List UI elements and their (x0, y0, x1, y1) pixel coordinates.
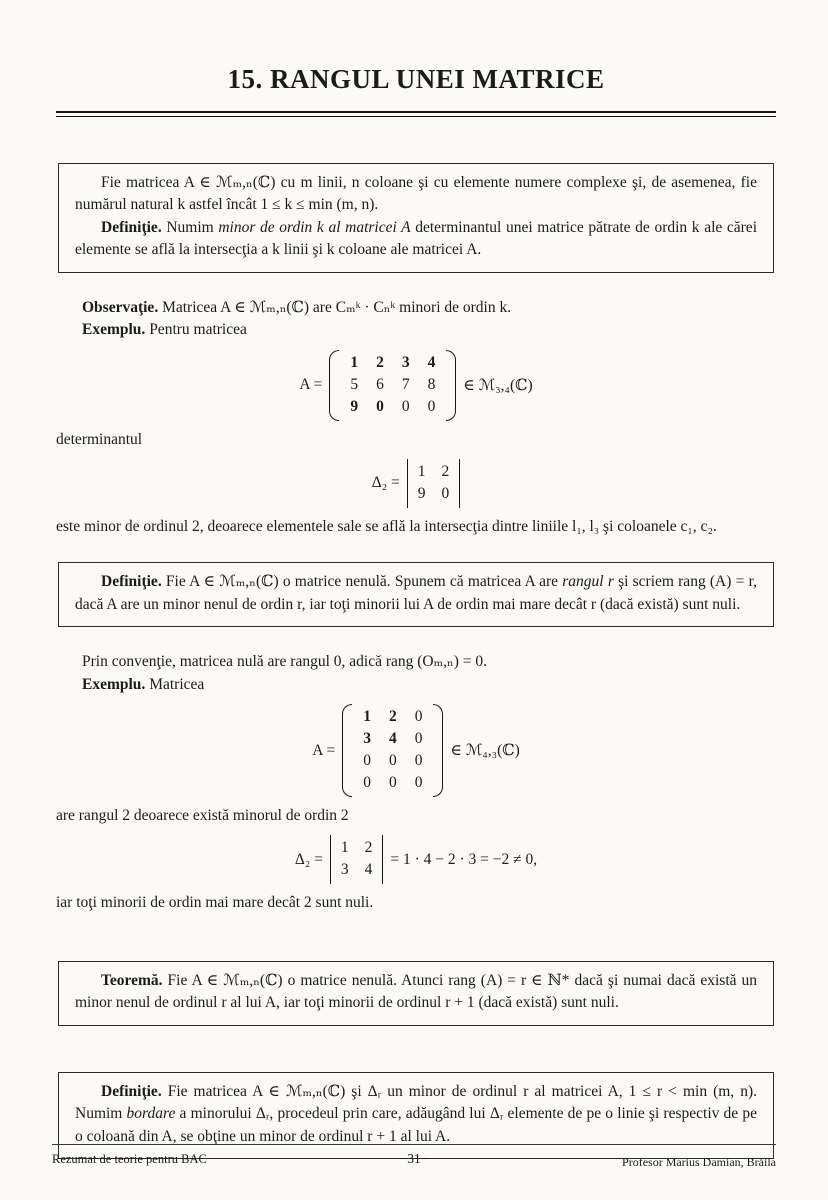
theorem-box (58, 961, 774, 1026)
example-text: Pentru matricea (145, 321, 247, 339)
definition-text-a: Fie matricea A ∈ ℳₘ,ₙ(ℂ) şi Δᵣ un minor de ordinul r al matricei A, 1 ≤ r < min (m, n). Numim (75, 1082, 757, 1123)
determinant-2 (330, 835, 384, 884)
definition-lead: Definiţie. (101, 1082, 162, 1100)
matrix-cell: 0 (376, 397, 384, 415)
det-cell: 2 (441, 463, 450, 481)
paragraph-minor-explanation: este minor de ordinul 2, deoarece elementele sale se află la intersecţia dintre liniile l₁, l₃ şi coloanele c₁, c₂. (56, 517, 717, 535)
paragraph-observation (56, 297, 776, 319)
footer-right-text: Profesor Marius Damian, Brăila (622, 1155, 776, 1169)
definition-text-a: Fie A ∈ ℳₘ,ₙ(ℂ) o matrice nenulă. Spunem că matricea A are (161, 573, 563, 591)
matrix-paren-right (433, 704, 443, 797)
definition-text-b: determinantul unei matrice pătrate de ordin k ale cărei elemente se află la intersecţia a k linii şi k coloane ale matricei A. (75, 218, 757, 259)
matrix-cell: 7 (401, 375, 410, 393)
matrix-cell: 2 (388, 708, 397, 726)
matrix-cell: 0 (363, 752, 371, 770)
det-cell: 3 (340, 861, 349, 879)
matrix-cell: 0 (401, 397, 410, 415)
paragraph-definition-bordare (75, 1081, 757, 1148)
math-display-det-1 (56, 459, 776, 508)
matrix-cell: 3 (363, 730, 371, 748)
det-cell: 0 (441, 484, 450, 502)
footer-left-text: Rezumat de teorie pentru BAC (52, 1152, 207, 1166)
math-display-matrix-a1 (56, 350, 776, 421)
example-text: Matricea (145, 675, 205, 693)
matrix-cell: 1 (363, 708, 371, 726)
matrix-rhs: ∈ ℳ₃,₄(ℂ) (463, 376, 533, 394)
spacer (56, 273, 776, 297)
paragraph-convention: Prin convenţie, matricea nulă are rangul 0, adică rang (Oₘ,ₙ) = 0. (82, 653, 487, 671)
matrix-cell: 0 (388, 752, 397, 770)
spacer (56, 627, 776, 651)
matrix-paren-left (329, 350, 339, 421)
paragraph-text: Fie matricea A ∈ ℳₘ,ₙ(ℂ) cu m linii, n coloane şi cu elemente numere complexe şi, de asemenea, fie numărul natural k astfel încât 1 ≤ k ≤ min (m, n). (75, 174, 757, 214)
det-cell: 1 (417, 463, 426, 481)
example-lead: Exemplu. (82, 321, 146, 339)
det-cell: 1 (340, 839, 349, 857)
spacer (56, 915, 776, 961)
page-title: 15. RANGUL UNEI MATRICE (227, 64, 605, 94)
paragraph-rank-2: are rangul 2 deoarece există minorul de ordin 2 (56, 806, 349, 824)
paragraph-theorem (75, 970, 757, 1015)
definition-emphasis: bordare (126, 1105, 176, 1123)
definition-emphasis: minor de ordin k al matricei A (218, 218, 411, 236)
spacer (56, 1026, 776, 1072)
math-display-det-2 (56, 835, 776, 884)
matrix-paren-right (446, 350, 456, 421)
theorem-text: Fie A ∈ ℳₘ,ₙ(ℂ) o matrice nenulă. Atunci rang (A) = r ∈ ℕ* dacă şi numai dacă există un minor nenul de ordinul r al lui A, iar toţi minorii de ordinul r + 1 (dacă există) sunt nuli. (75, 971, 757, 1012)
example-lead: Exemplu. (82, 675, 146, 693)
matrix-cell: 2 (376, 353, 384, 371)
theorem-lead: Teoremă. (101, 971, 163, 989)
matrix-a2 (359, 704, 426, 797)
det-cell: 9 (417, 484, 426, 502)
definition-text-b: şi scriem rang (A) = r, dacă A are un minor nenul de ordin r, iar toţi minorii lui A de ordin mai mare decât r (dacă există) sunt nuli. (75, 573, 757, 613)
definition-emphasis: rangul r (562, 573, 614, 591)
matrix-cell: 0 (363, 774, 371, 791)
paragraph-determinant-label: determinantul (56, 430, 143, 448)
matrix-cell: 4 (388, 730, 397, 748)
definition-text-b: a minorului Δᵣ, procedeul prin care, adăugând lui Δᵣ elemente de pe o linie şi respectiv de pe o coloană din A, se obţine un minor de ordinul r + 1 al lui A. (75, 1105, 757, 1145)
matrix-cell: 6 (376, 375, 384, 393)
matrix-a1 (346, 350, 439, 421)
definition-box-rank (58, 562, 774, 627)
footer-page-number: −31− (399, 1151, 429, 1166)
matrix-cell: 9 (350, 397, 359, 415)
det-rhs: = 1 · 4 − 2 · 3 = −2 ≠ 0, (390, 850, 538, 868)
matrix-lhs: A = (312, 741, 336, 759)
definition-lead: Definiţie. (101, 218, 162, 236)
page-footer (52, 1144, 776, 1170)
det-cell: 2 (364, 839, 373, 857)
matrix-cell: 0 (414, 752, 423, 770)
matrix-cell: 0 (427, 397, 436, 415)
matrix-rhs: ∈ ℳ₄,₃(ℂ) (450, 742, 520, 760)
paragraph-intro (75, 172, 757, 217)
definition-text-a: Numim (161, 218, 219, 236)
paragraph-example-2 (56, 674, 776, 696)
matrix-cell: 0 (414, 730, 423, 748)
det-lhs: Δ₂ = (294, 850, 323, 868)
footer-row (52, 1152, 776, 1170)
matrix-cell: 1 (350, 353, 359, 371)
matrix-cell: 0 (388, 774, 397, 791)
math-display-matrix-a2 (56, 704, 776, 797)
definition-box-minor (58, 163, 774, 273)
spacer (56, 117, 776, 163)
paragraph-definition-rank (75, 571, 757, 616)
matrix-cell: 3 (401, 353, 410, 371)
matrix-cell: 4 (427, 353, 436, 371)
det-cell: 4 (364, 861, 373, 879)
paragraph-definition-minor (75, 217, 757, 262)
matrix-paren-left (342, 704, 352, 797)
observation-text: Matricea A ∈ ℳₘ,ₙ(ℂ) are Cₘᵏ · Cₙᵏ minori de ordin k. (158, 298, 512, 316)
paragraph-example-1 (56, 319, 776, 341)
definition-lead: Definiţie. (101, 573, 162, 591)
matrix-cell: 5 (350, 375, 359, 393)
determinant-1 (407, 459, 461, 508)
det-lhs: Δ₂ = (371, 474, 400, 492)
spacer (56, 538, 776, 562)
matrix-cell: 8 (427, 375, 436, 393)
paragraph-all-minors-null: iar toţi minorii de ordin mai mare decât 2 sunt nuli. (56, 894, 374, 912)
matrix-lhs: A = (299, 376, 323, 394)
observation-lead: Observaţie. (82, 298, 159, 316)
matrix-cell: 0 (414, 774, 423, 791)
matrix-cell: 0 (414, 708, 423, 726)
